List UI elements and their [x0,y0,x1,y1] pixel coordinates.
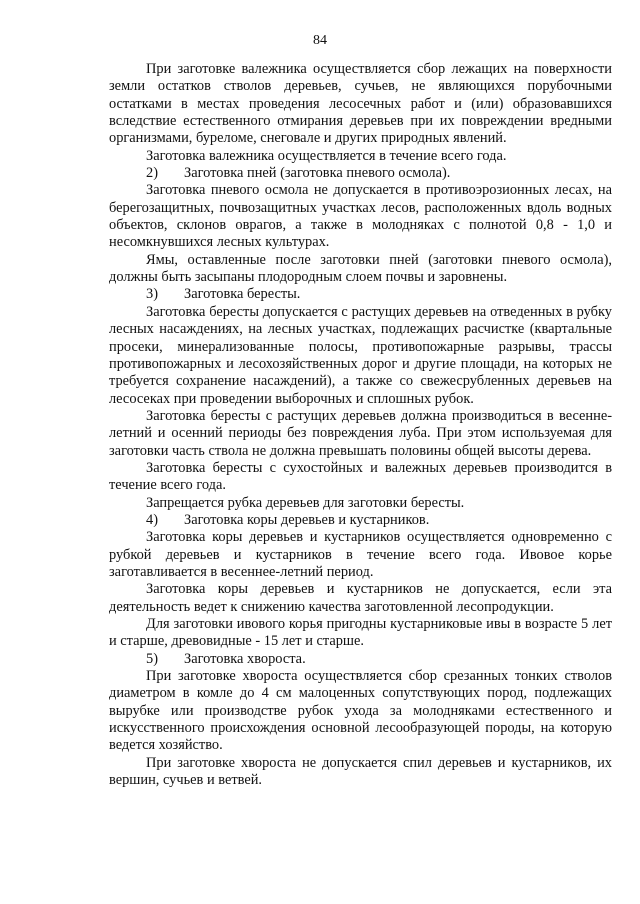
paragraph-deadwood-season: Заготовка валежника осуществляется в течение всего года. [146,147,507,164]
paragraph-stumps-pits: Ямы, оставленные после заготовки пней (заготовки пневого осмола), должны быть засыпаны плодородным слоем почвы и заровнены. [109,251,612,286]
list-item-number: 4) [146,511,158,528]
paragraph-bark-season: Заготовка коры деревьев и кустарников осуществляется одновременно с рубкой деревьев и кустарников в течение всего года. Ивовое корье заготавливается в весеннее-летний период. [109,529,612,580]
list-item-heading: Заготовка бересты. [184,286,301,303]
paragraph-deadwood-definition: При заготовке валежника осуществляется сбор лежащих на поверхности земли остатков стволов деревьев, сучьев, не являющихся порубочными остатками в местах проведения лесосечных работ и (или) образовавшихся вследствие естественного отмирания деревьев при их повреждении вредными организмами, буреломе, снеговале и других природных явлений. [109,61,612,147]
list-item-number: 5) [146,650,158,667]
paragraph-bark-restriction: Заготовка коры деревьев и кустарников не допускается, если эта деятельность ведет к снижению качества заготовленной лесопродукции. [109,581,612,615]
list-item-number: 3) [146,286,158,303]
paragraph-birch-bark-living-trees: Заготовка бересты с растущих деревьев должна производиться в весенне-летний и осенний периоды без повреждения луба. При этом используемая для заготовки часть ствола не должна превышать половины общей высоты дерева. [109,407,612,459]
list-item-brushwood [109,651,612,668]
list-item-bark [109,512,612,529]
page-number: 84 [313,33,327,48]
list-item-stumps [109,165,612,182]
paragraph-willow-bark-age: Для заготовки ивового корья пригодны кустарниковые ивы в возрасте 5 лет и старше, древовидные - 15 лет и старше. [109,616,612,650]
paragraph-birch-bark-dead-trees: Заготовка бересты с сухостойных и валежных деревьев производится в течение всего года. [109,459,612,494]
list-item-number: 2) [146,165,158,182]
list-item-heading: Заготовка хвороста. [184,650,306,667]
paragraph-stumps-restrictions: Заготовка пневого осмола не допускается в противоэрозионных лесах, на берегозащитных, почвозащитных участках лесов, расположенных вдоль водных объектов, склонов оврагов, а также в молодняках с полнотой 0,8 - 1,0 и несомкнувшихся лесных культурах. [109,182,612,251]
document-body [109,61,612,789]
list-item-heading: Заготовка коры деревьев и кустарников. [184,511,430,528]
list-item-birch-bark [109,286,612,303]
paragraph-birch-bark-prohibition: Запрещается рубка деревьев для заготовки бересты. [146,494,465,511]
paragraph-brushwood-restriction: При заготовке хвороста не допускается спил деревьев и кустарников, их вершин, сучьев и ветвей. [109,754,612,789]
paragraph-brushwood-definition: При заготовке хвороста осуществляется сбор срезанных тонких стволов диаметром в комле до 4 см малоценных сопутствующих пород, подлежащих вырубке или производстве рубок ухода за молодняками естественного и искусственного происхождения основной лесообразующей породы, на которую ведется хозяйство. [109,668,612,754]
list-item-heading: Заготовка пней (заготовка пневого осмола). [184,165,451,182]
paragraph-birch-bark-allowed: Заготовка бересты допускается с растущих деревьев на отведенных в рубку лесных насаждениях, на лесных участках, подлежащих расчистке (квартальные просеки, минерализованные полосы, противопожарные разрывы, трассы противопожарных и лесохозяйственных дорог и другие площади, на которых не требуется сохранение насаждений), а также со свежесрубленных деревьев на лесосеках при проведении выборочных и сплошных рубок. [109,303,612,407]
